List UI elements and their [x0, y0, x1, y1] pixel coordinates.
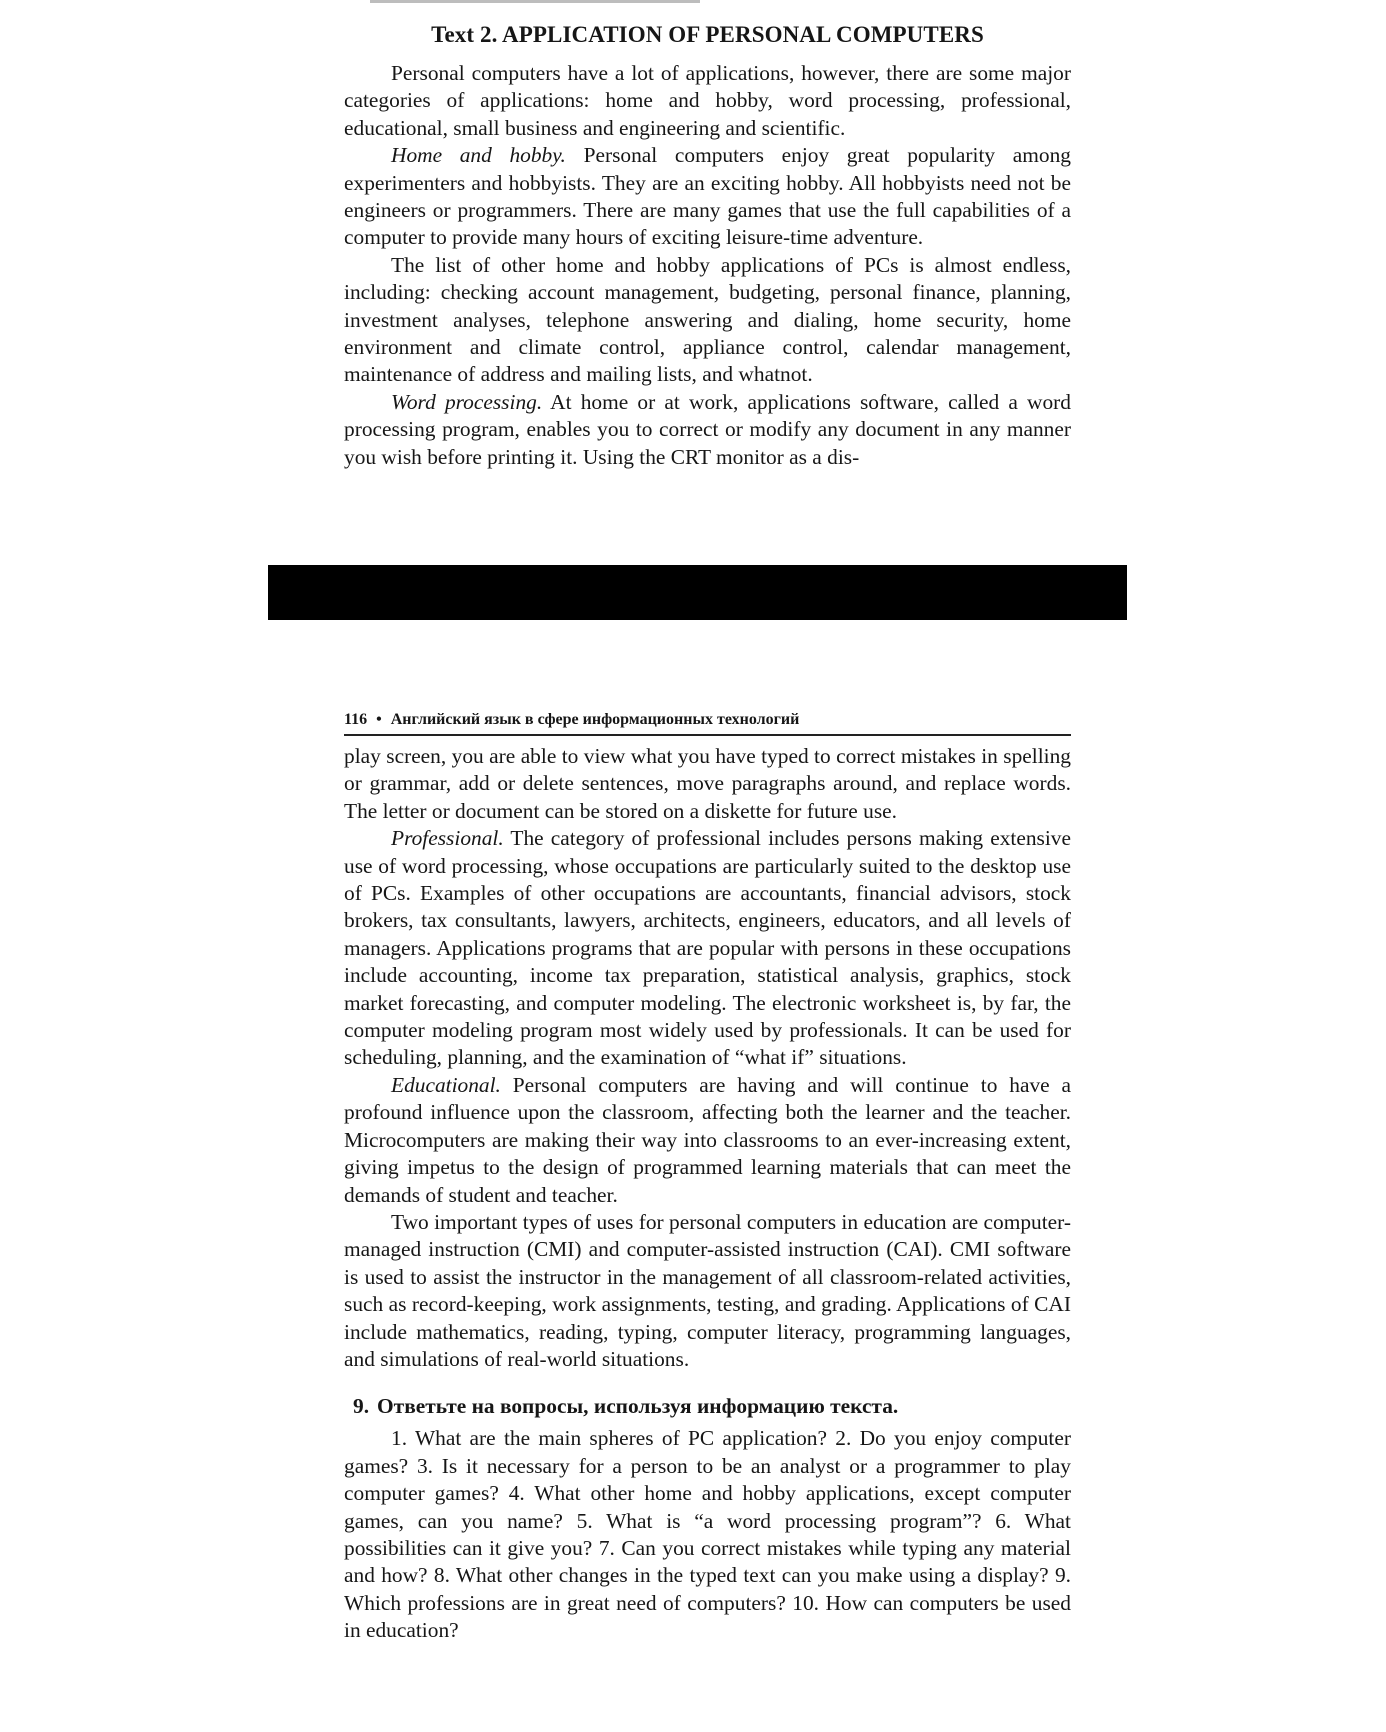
lead-home-hobby: Home and hobby.	[391, 143, 566, 168]
previous-page-edge	[370, 0, 700, 3]
paragraph-educational	[344, 1072, 1071, 1209]
paragraph-word-processing	[344, 389, 1071, 471]
exercise-number: 9.	[353, 1394, 370, 1419]
exercise-questions	[344, 1425, 1071, 1644]
bottom-page	[344, 743, 1071, 1645]
lead-word-processing: Word processing.	[391, 389, 543, 414]
running-head-bullet: •	[376, 711, 382, 728]
paragraph-intro-text: Personal computers have a lot of applications, however, there are some major categories of applications: home and hobby, word processing, professional, educational, small business and engineering and scientific.	[344, 61, 1071, 140]
paragraph-home-hobby	[344, 142, 1071, 252]
paragraph-home-list	[344, 252, 1071, 389]
lead-educational: Educational.	[391, 1072, 501, 1097]
paragraph-home-hobby-text: Personal computers enjoy great popularity among experimenters and hobbyists. They are an exciting hobby. All hobbyists need not be engineers or programmers. There are many games that use the full capabilities of a computer to provide many hours of exciting leisure-time adventure.	[344, 143, 1071, 250]
top-page	[344, 18, 1071, 471]
exercise-heading	[344, 1392, 1071, 1420]
paragraph-professional	[344, 825, 1071, 1072]
paragraph-continuation-text: play screen, you are able to view what you have typed to correct mistakes in spelling or grammar, add or delete sentences, move paragraphs around, and replace words. The letter or document can be stored on a diskette for future use.	[344, 744, 1071, 823]
page-gap-redaction-bar	[268, 565, 1127, 620]
text-title: Text 2. APPLICATION OF PERSONAL COMPUTERS	[431, 22, 984, 47]
page-number: 116	[344, 711, 368, 728]
paragraph-educational-text: Personal computers are having and will continue to have a profound influence upon the classroom, affecting both the learner and the teacher. Microcomputers are making their way into classrooms to an ever-increasing extent, giving impetus to the design of programmed learning materials that can meet the demands of student and teacher.	[344, 1072, 1071, 1207]
lead-professional: Professional.	[391, 826, 504, 851]
paragraph-home-list-text: The list of other home and hobby applications of PCs is almost endless, including: checking account management, budgeting, personal finance, planning, investment analyses, telephone answering and dialing, home security, home environment and climate control, appliance control, calendar management, maintenance of address and mailing lists, and whatnot.	[344, 252, 1071, 387]
paragraph-word-processing-text: At home or at work, applications software, called a word processing program, enables you to correct or modify any document in any manner you wish before printing it. Using the CRT monitor as a dis-	[344, 389, 1071, 469]
paragraph-intro	[344, 60, 1071, 142]
exercise-questions-text: 1. What are the main spheres of PC application? 2. Do you enjoy computer games? 3. Is it necessary for a person to be an analyst or a programmer to play computer games? 4. What other home and hobby applications, except computer games, can you name? 5. What is “a word processing program”? 6. What possibilities can it give you? 7. Can you correct mistakes while typing any material and how? 8. What other changes in the typed text can you make using a display? 9. Which professions are in great need of computers? 10. How can computers be used in education?	[344, 1426, 1071, 1643]
exercise-instruction: Ответьте на вопросы, используя информацию текста.	[377, 1394, 899, 1419]
running-title: Английский язык в сфере информационных технологий	[390, 711, 800, 728]
paragraph-cmi-cai	[344, 1209, 1071, 1373]
paragraph-professional-text: The category of professional includes persons making extensive use of word processing, whose occupations are particularly suited to the desktop use of PCs. Examples of other occupations are accountants, financial advisors, stock brokers, tax consultants, lawyers, architects, engineers, educators, and all levels of managers. Applications programs that are popular with persons in these occupations include accounting, income tax preparation, statistical analysis, graphics, stock market forecasting, and computer modeling. The electronic worksheet is, by far, the computer modeling program most widely used by professionals. It can be used for scheduling, planning, and the examination of “what if” situations.	[344, 826, 1071, 1070]
running-head	[344, 708, 1071, 736]
paragraph-cmi-cai-text: Two important types of uses for personal computers in education are computer-managed instruction (CMI) and computer-assisted instruction (CAI). CMI software is used to assist the instructor in the management of all classroom-related activities, such as record-keeping, work assignments, testing, and grading. Applications of CAI include mathematics, reading, typing, computer literacy, programming languages, and simulations of real-world situations.	[344, 1209, 1071, 1371]
paragraph-continuation	[344, 743, 1071, 825]
